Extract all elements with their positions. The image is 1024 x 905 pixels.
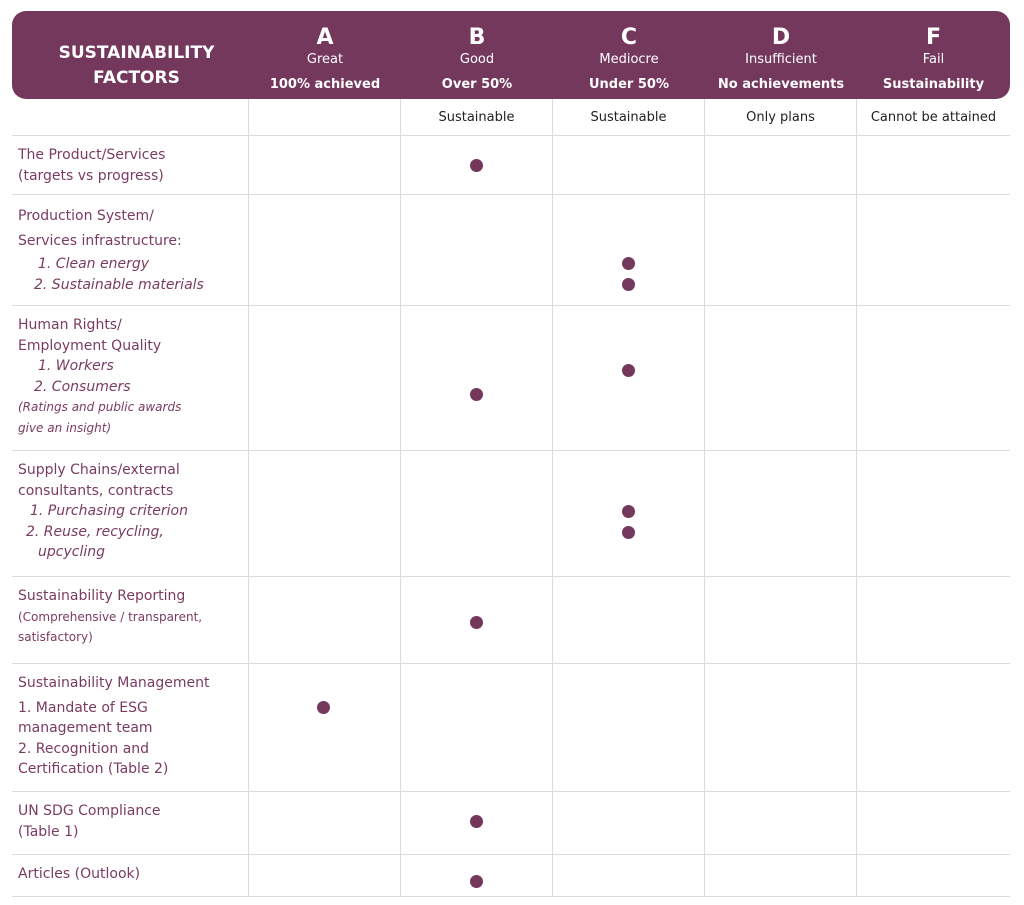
factor-line: management team (18, 720, 153, 736)
factor-label (18, 673, 248, 780)
table-cell (401, 854, 553, 896)
table-row (12, 194, 1010, 306)
factor-note: satisfactory) (18, 630, 93, 644)
factor-line: (targets vs progress) (18, 167, 164, 184)
table-cell (705, 305, 857, 450)
grade-desc: 100% achieved (269, 77, 381, 92)
table-cell (857, 135, 1010, 194)
table-row (12, 791, 1010, 855)
header-title-line1: SUSTAINABILITY (58, 43, 215, 63)
factor-line: 2. Recognition and (18, 740, 150, 757)
factor-note: (Ratings and public awards (18, 400, 182, 414)
rating-dot (622, 505, 635, 518)
factor-line: Sustainability Reporting (18, 588, 186, 604)
grade-header-b (401, 11, 553, 99)
table-cell (705, 576, 857, 663)
rating-dot (622, 526, 635, 539)
factor-line: Production System/ (18, 208, 154, 224)
table-cell (553, 99, 705, 135)
grade-desc: Over 50% (441, 77, 513, 92)
table-cell (857, 791, 1010, 854)
table-cell (857, 99, 1010, 135)
grade-header-c (553, 11, 705, 99)
factor-line: UN SDG Compliance (18, 803, 161, 819)
table-cell (249, 99, 401, 135)
table-row (12, 305, 1010, 451)
factor-label (18, 315, 248, 438)
table-cell (553, 194, 705, 305)
table-cell (401, 135, 553, 194)
rating-dot (317, 701, 330, 714)
factor-line: Supply Chains/external (18, 462, 180, 478)
table-cell (857, 305, 1010, 450)
rating-dot (470, 388, 483, 401)
table-cell (553, 576, 705, 663)
grade-name: Mediocre (599, 52, 659, 67)
table-cell (553, 305, 705, 450)
table-cell (249, 576, 401, 663)
table-cell (705, 854, 857, 896)
factor-line: The Product/Services (18, 147, 166, 163)
grade-name: Good (459, 52, 495, 67)
grade-letter: A (316, 25, 334, 50)
table-cell (12, 305, 249, 450)
factor-label (18, 460, 248, 563)
header-title-line2: FACTORS (93, 68, 180, 88)
factor-label (18, 145, 248, 186)
factor-label (18, 864, 248, 885)
table-cell (705, 791, 857, 854)
table-cell (553, 450, 705, 576)
factor-line: 1. Mandate of ESG (18, 699, 148, 716)
table-cell (705, 135, 857, 194)
grade-letter: B (468, 25, 486, 50)
factor-item: 1. Clean energy (38, 256, 150, 272)
grade-name: Great (306, 52, 344, 67)
table-cell (12, 135, 249, 194)
table-cell (249, 854, 401, 896)
factor-item: 2. Sustainable materials (34, 276, 204, 293)
header-title (24, 41, 249, 91)
table-cell (553, 854, 705, 896)
grade-header-d (705, 11, 857, 99)
factor-item: 1. Workers (38, 358, 114, 374)
table-cell (12, 854, 249, 896)
table-cell (401, 194, 553, 305)
table-row (12, 854, 1010, 897)
factor-line: Sustainability Management (18, 675, 210, 691)
table-cell (401, 305, 553, 450)
factor-item: 1. Purchasing criterion (30, 503, 188, 519)
factor-line: Employment Quality (18, 337, 162, 354)
table-cell (12, 450, 249, 576)
table-cell (12, 791, 249, 854)
table-cell (249, 450, 401, 576)
table-cell (553, 135, 705, 194)
table-row (12, 450, 1010, 577)
factor-item: 2. Reuse, recycling, (26, 523, 164, 540)
grade-desc: Sustainability (882, 77, 985, 92)
table-cell (553, 663, 705, 791)
grade-letter: C (620, 25, 638, 50)
table-cell (12, 663, 249, 791)
table-cell (857, 663, 1010, 791)
rating-dot (622, 364, 635, 377)
table-cell (857, 854, 1010, 896)
grade-sub: Sustainable (590, 110, 667, 125)
rating-dot (470, 159, 483, 172)
grade-sub: Cannot be attained (870, 110, 997, 125)
table-cell (249, 663, 401, 791)
factor-item: upcycling (38, 544, 105, 560)
subheader-row (12, 99, 1010, 136)
table-cell (857, 450, 1010, 576)
table-cell (705, 194, 857, 305)
table-cell (401, 450, 553, 576)
factor-label (18, 801, 248, 842)
grade-desc: Under 50% (589, 77, 669, 92)
table-cell (705, 450, 857, 576)
grade-name: Insufficient (745, 52, 817, 67)
factor-label (18, 204, 248, 295)
factor-line: consultants, contracts (18, 482, 174, 499)
grade-letter: F (925, 25, 942, 50)
grade-sub: Sustainable (438, 110, 515, 125)
table-cell (857, 576, 1010, 663)
factor-line: Articles (Outlook) (18, 866, 141, 882)
table-cell (401, 576, 553, 663)
factor-note: (Comprehensive / transparent, (18, 609, 203, 624)
factor-line: (Table 1) (18, 823, 79, 840)
grade-letter: D (771, 25, 791, 50)
grade-desc: No achievements (717, 77, 845, 92)
table-cell (249, 791, 401, 854)
table-row (12, 135, 1010, 195)
table-row (12, 663, 1010, 792)
table-cell (705, 99, 857, 135)
table-cell (12, 576, 249, 663)
factor-label (18, 586, 248, 648)
grade-name: Fail (922, 52, 945, 67)
table-cell (249, 305, 401, 450)
table-cell (401, 663, 553, 791)
factor-line: Certification (Table 2) (18, 761, 169, 777)
table-header (12, 11, 1010, 99)
factor-item: 2. Consumers (34, 378, 131, 395)
grade-header-f (857, 11, 1010, 99)
factor-line: Human Rights/ (18, 317, 122, 333)
table-cell (12, 99, 249, 135)
table-cell (401, 791, 553, 854)
table-cell (12, 194, 249, 305)
table-cell (857, 194, 1010, 305)
rating-dot (622, 257, 635, 270)
rating-dot (470, 815, 483, 828)
table-cell (249, 135, 401, 194)
grade-sub: Only plans (746, 110, 815, 125)
table-row (12, 576, 1010, 664)
table-cell (553, 791, 705, 854)
rating-dot (622, 278, 635, 291)
table-cell (705, 663, 857, 791)
table-cell (249, 194, 401, 305)
rating-dot (470, 875, 483, 888)
factor-note: give an insight) (18, 420, 112, 435)
grade-header-a (249, 11, 401, 99)
table-cell (401, 99, 553, 135)
factor-line: Services infrastructure: (18, 233, 182, 249)
rating-dot (470, 616, 483, 629)
